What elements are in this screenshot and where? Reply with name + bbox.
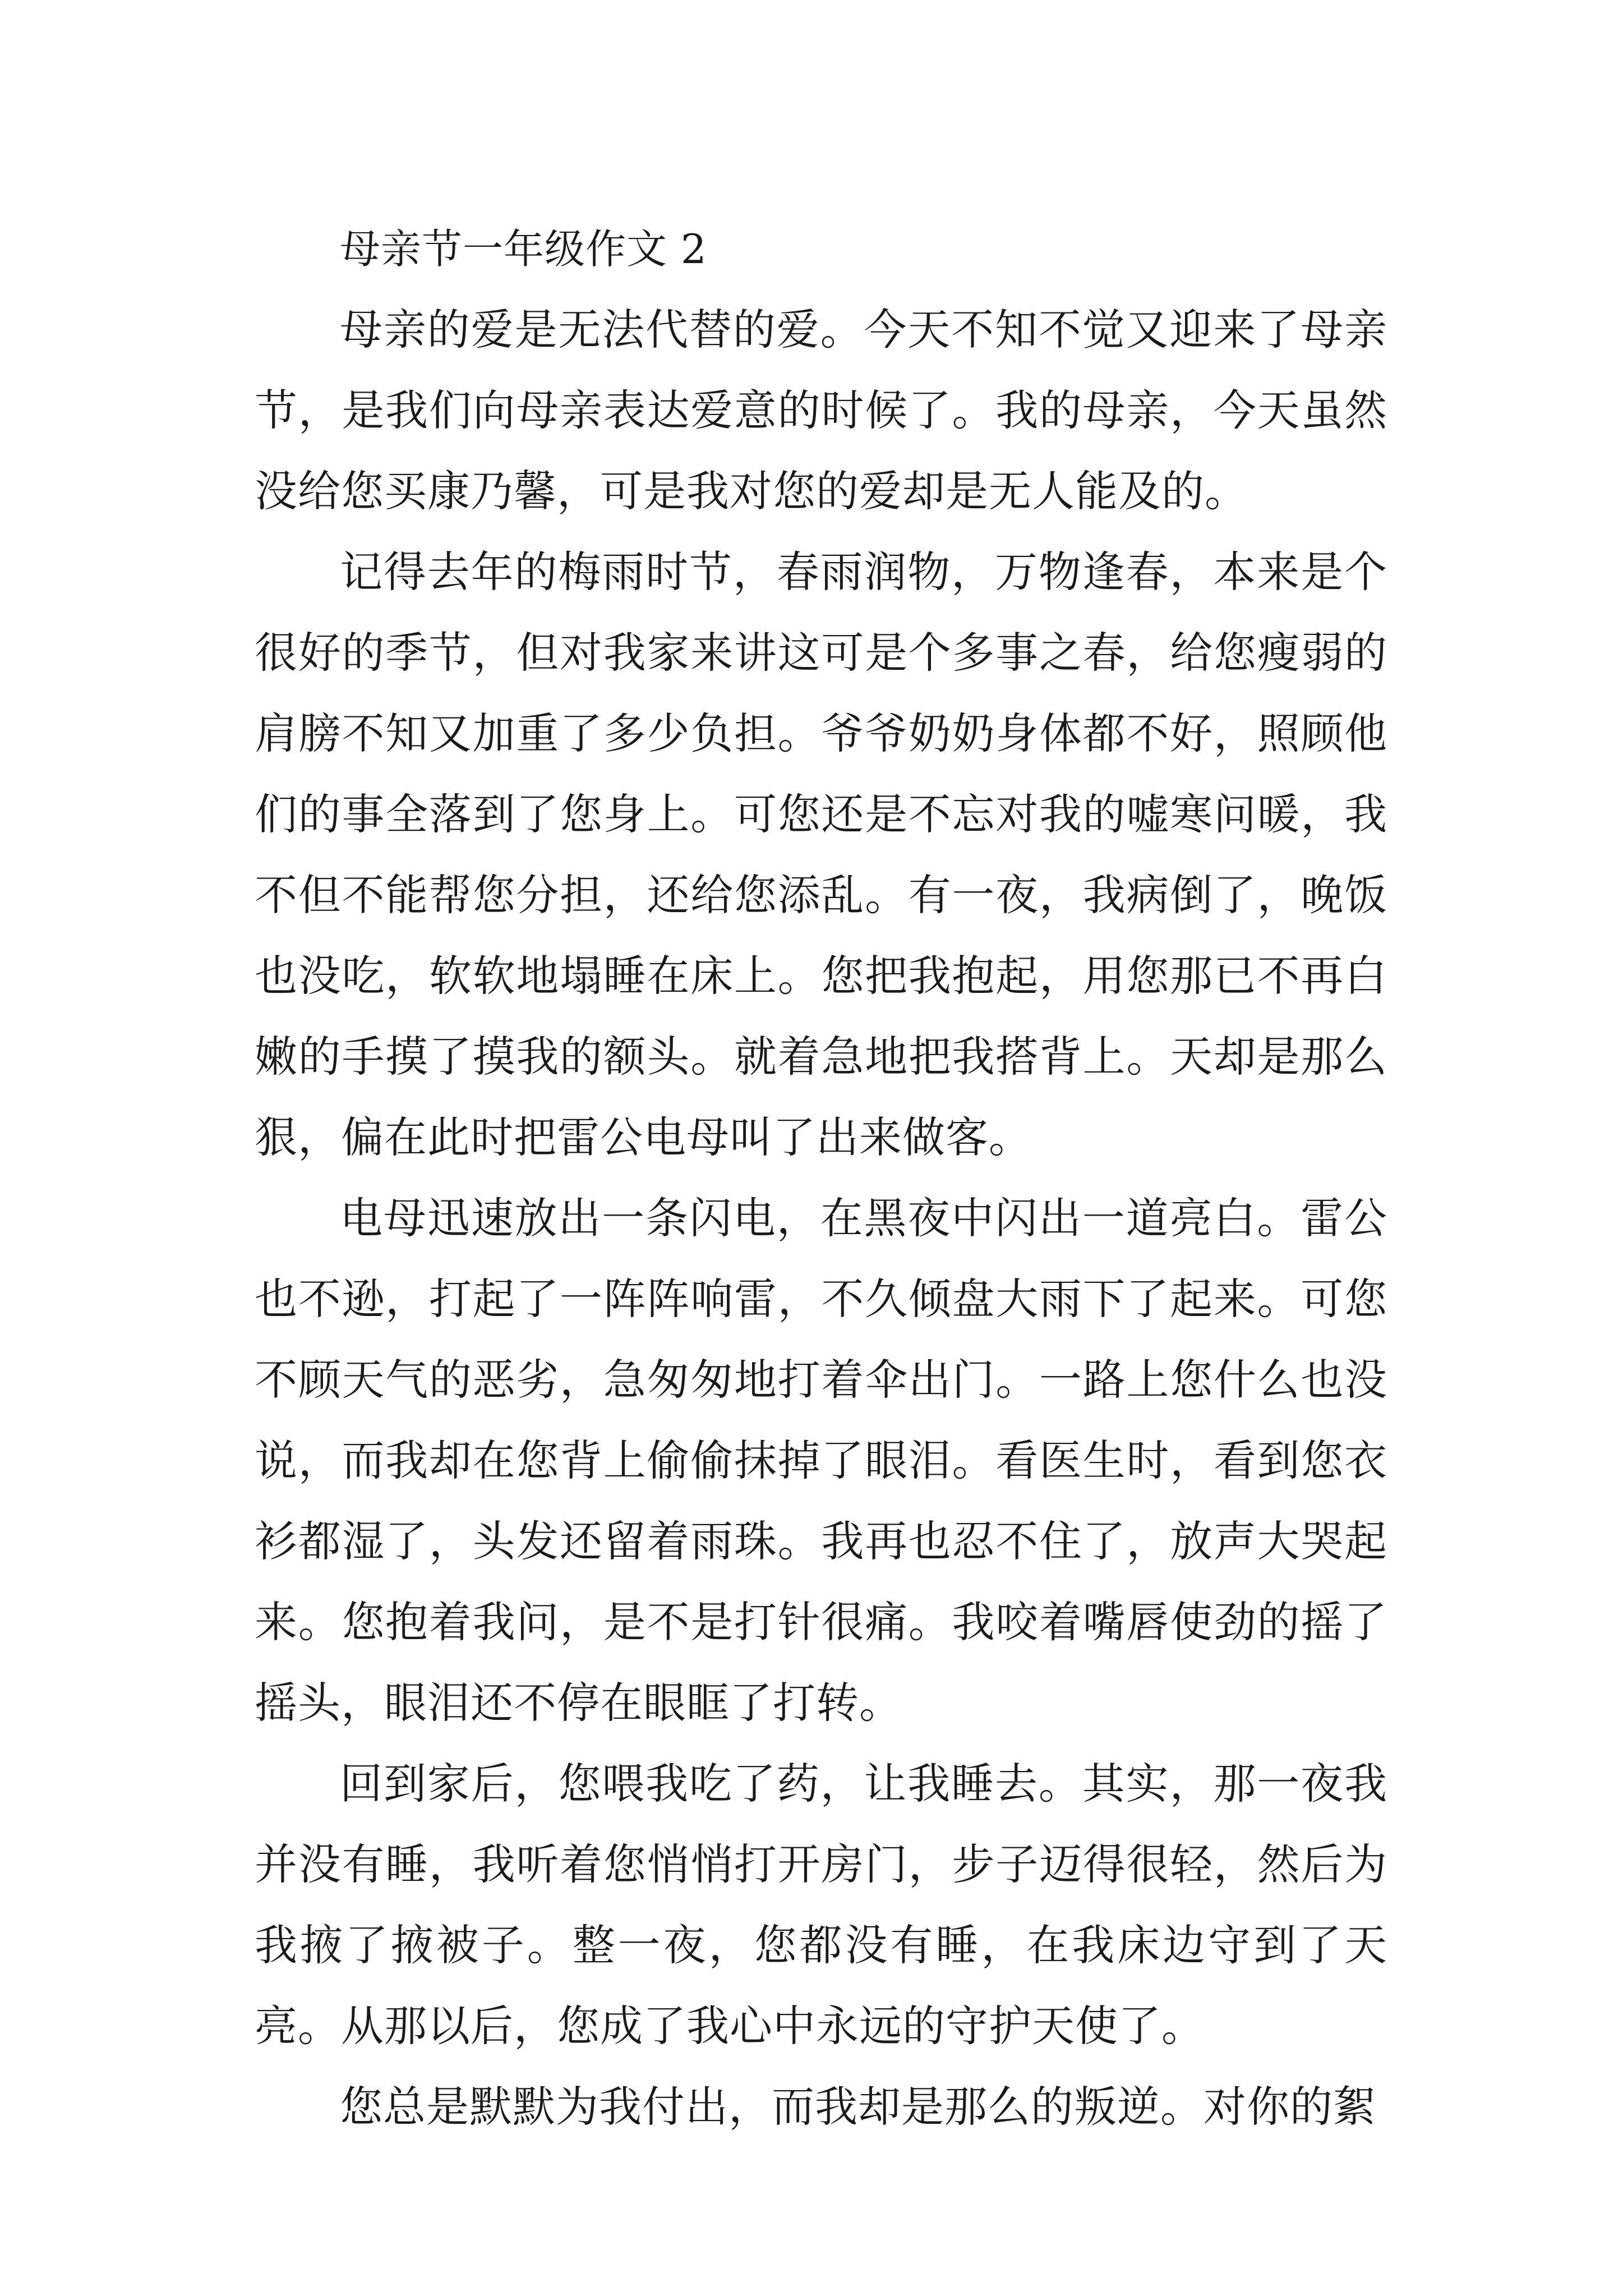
paragraph-3: 电母迅速放出一条闪电，在黑夜中闪出一道亮白。雷公也不逊，打起了一阵阵响雷，不久倾盘大雨下了起来。可您不顾天气的恶劣，急匆匆地打着伞出门。一路上您什么也没说，而我却在您背上偷偷抹掉了眼泪。看医生时，看到您衣衫都湿了，头发还留着雨珠。我再也忍不住了，放声大哭起来。您抱着我问，是不是打针很痛。我咬着嘴唇使劲的摇了摇头，眼泪还不停在眼眶了打转。	[255, 1193, 1387, 1728]
essay-title: 母亲节一年级作文 2	[340, 226, 707, 273]
essay-body	[255, 209, 1387, 2147]
paragraph-4: 回到家后，您喂我吃了药，让我睡去。其实，那一夜我并没有睡，我听着您悄悄打开房门，步子迈得很轻，然后为我掖了掖被子。整一夜，您都没有睡，在我床边守到了天亮。从那以后，您成了我心中永远的守护天使了。	[255, 1759, 1387, 2051]
paragraph-1: 母亲的爱是无法代替的爱。今天不知不觉又迎来了母亲节，是我们向母亲表达爱意的时候了。我的母亲，今天虽然没给您买康乃馨，可是我对您的爱却是无人能及的。	[255, 305, 1387, 516]
paragraph-2: 记得去年的梅雨时节，春雨润物，万物逢春，本来是个很好的季节，但对我家来讲这可是个多事之春，给您瘦弱的肩膀不知又加重了多少负担。爷爷奶奶身体都不好，照顾他们的事全落到了您身上。可您还是不忘对我的嘘寒问暖，我不但不能帮您分担，还给您添乱。有一夜，我病倒了，晚饭也没吃，软软地塌睡在床上。您把我抱起，用您那已不再白嫩的手摸了摸我的额头。就着急地把我搭背上。天却是那么狠，偏在此时把雷公电母叫了出来做客。	[255, 547, 1387, 1162]
paragraph-5: 您总是默默为我付出，而我却是那么的叛逆。对你的絮	[340, 2082, 1376, 2132]
